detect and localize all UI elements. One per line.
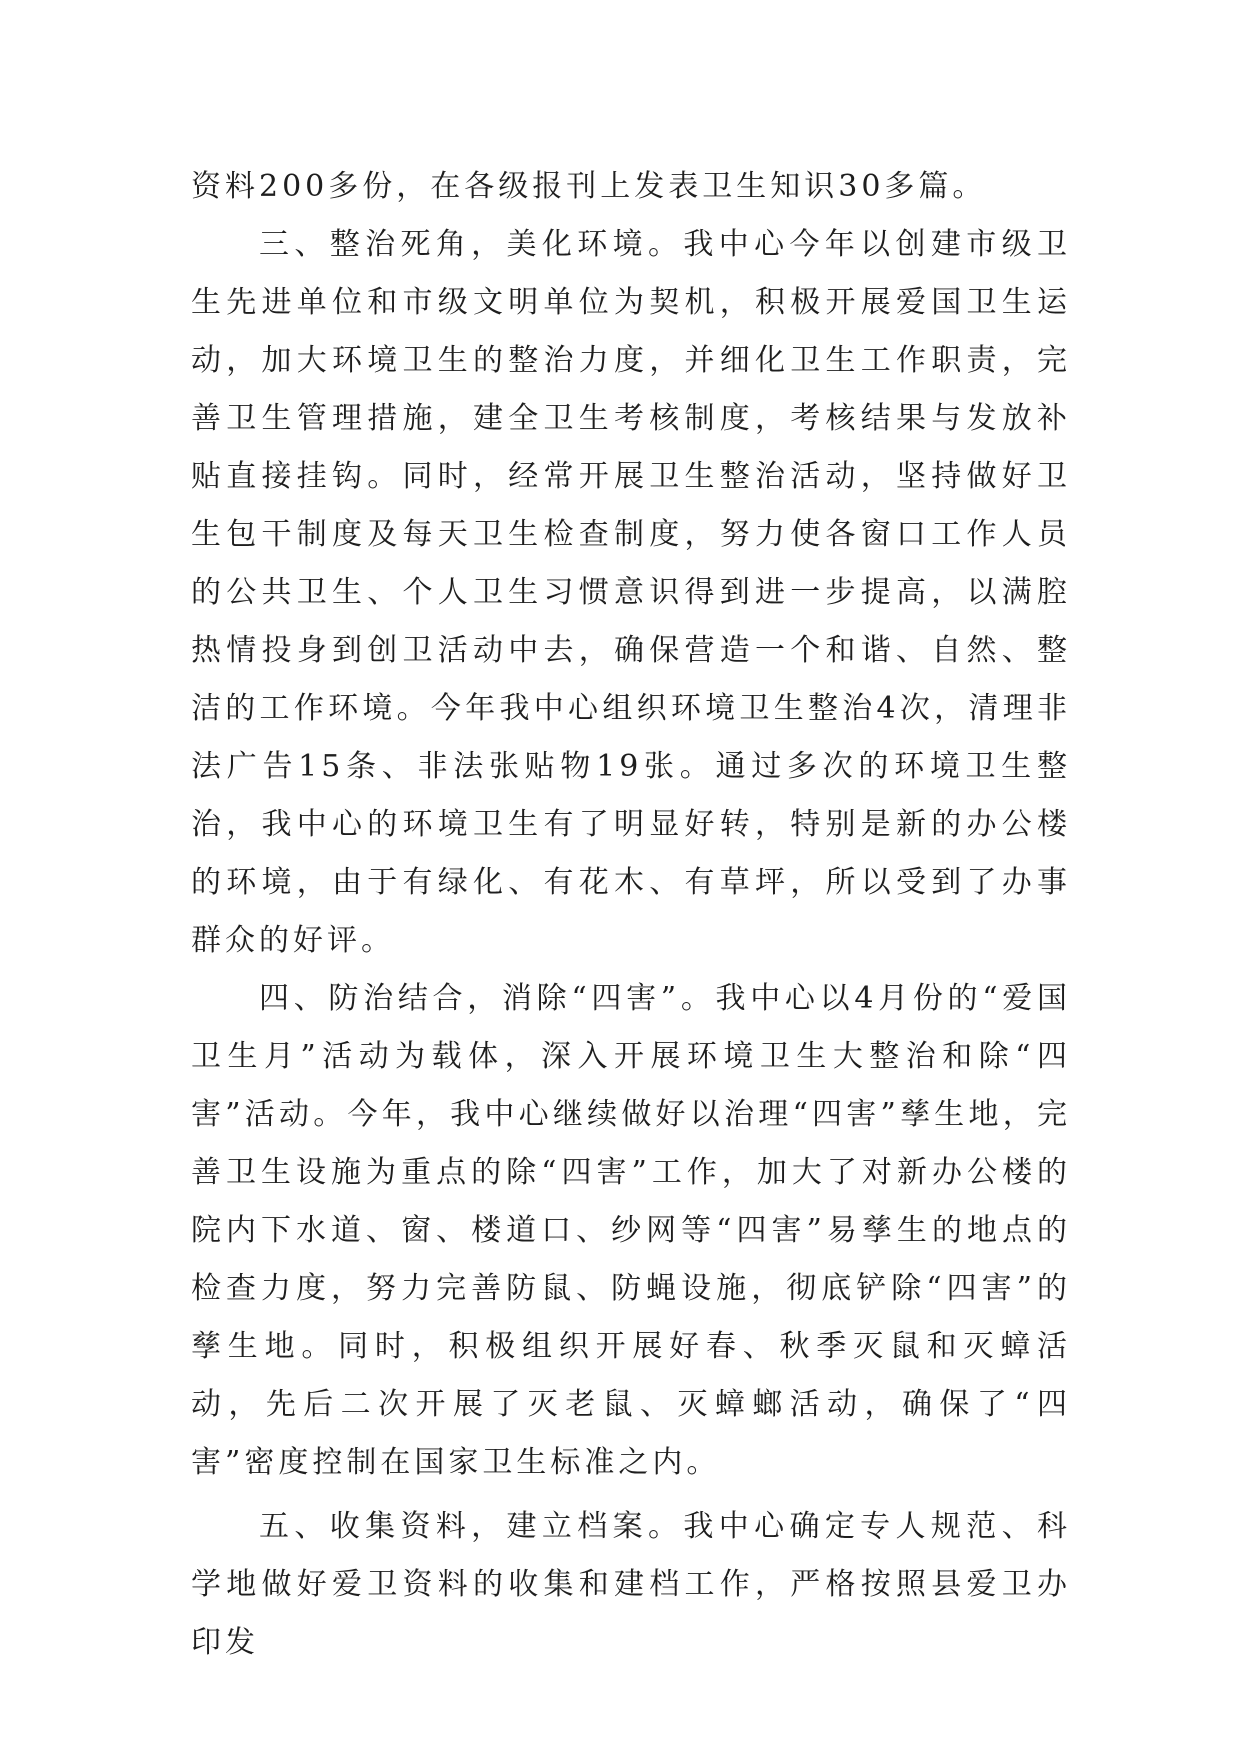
paragraph-section-three: 三、整治死角，美化环境。我中心今年以创建市级卫生先进单位和市级文明单位为契机，积极开展爱国卫生运动，加大环境卫生的整治力度，并细化卫生工作职责，完善卫生管理措施，建全卫生考核制度，考核结果与发放补贴直接挂钩。同时，经常开展卫生整治活动，坚持做好卫生包干制度及每天卫生检查制度，努力使各窗口工作人员的公共卫生、个人卫生习惯意识得到进一步提高，以满腔热情投身到创卫活动中去，确保营造一个和谐、自然、整洁的工作环境。今年我中心组织环境卫生整治4次，清理非法广告15条、非法张贴物19张。通过多次的环境卫生整治，我中心的环境卫生有了明显好转，特别是新的办公楼的环境，由于有绿化、有花木、有草坪，所以受到了办事群众的好评。 [191,227,1071,958]
paragraph-continuation: 资料200多份，在各级报刊上发表卫生知识30多篇。 [191,169,987,204]
document-body [191,158,1071,1672]
paragraph-section-four: 四、防治结合，消除“四害”。我中心以4月份的“爱国卫生月”活动为载体，深入开展环境卫生大整治和除“四害”活动。今年，我中心继续做好以治理“四害”孳生地，完善卫生设施为重点的除“四害”工作，加大了对新办公楼的院内下水道、窗、楼道口、纱网等“四害”易孳生的地点的检查力度，努力完善防鼠、防蝇设施，彻底铲除“四害”的孳生地。同时，积极组织开展好春、秋季灭鼠和灭蟑活动，先后二次开展了灭老鼠、灭蟑螂活动，确保了“四害”密度控制在国家卫生标准之内。 [191,981,1071,1480]
paragraph-section-five: 五、收集资料，建立档案。我中心确定专人规范、科学地做好爱卫资料的收集和建档工作，严格按照县爱卫办印发 [191,1509,1071,1660]
